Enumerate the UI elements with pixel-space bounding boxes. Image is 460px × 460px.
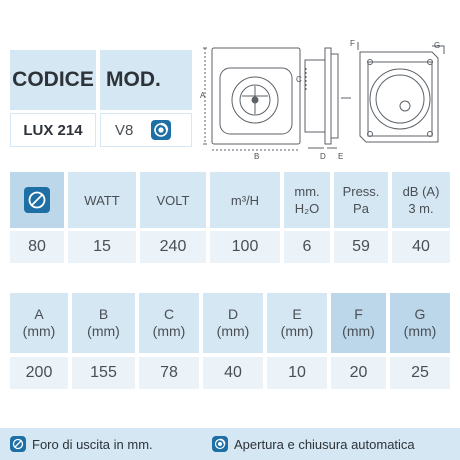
dim-value: 155 [90,364,117,381]
dim-value-e [267,357,327,389]
outlet-diameter-icon [24,187,50,213]
dim-value-g [390,357,450,389]
dim-header-label: B (mm) [87,306,120,339]
specs-header-watt [68,172,136,228]
dim-header-label: F (mm) [342,306,375,339]
dim-header-label: A (mm) [22,306,56,339]
specs-header-label: mm. H₂O [294,184,320,216]
model-header-cell [100,50,192,110]
dim-header-a [10,293,68,353]
specs-value: 59 [352,238,370,255]
dim-header-f [331,293,386,353]
dim-value: 25 [411,364,429,381]
specs-value: 80 [28,238,46,255]
dim-label-e: E [338,152,344,160]
dim-header-label: C (mm) [152,306,186,339]
specs-value: 100 [231,238,259,255]
specs-value-outlet [10,231,64,263]
dim-value-a [10,357,68,389]
code-header-cell [10,50,96,110]
dim-label-c: C [296,75,302,84]
specs-header-label: dB (A) 3 m. [402,184,440,216]
dim-value: 40 [224,364,242,381]
dim-value-c [139,357,199,389]
specs-header-flow [210,172,280,228]
specs-value: 40 [412,238,430,255]
specs-value-pressure-pa [334,231,388,263]
specs-value-pressure-mm [284,231,330,263]
technical-drawing [200,40,452,160]
model-header: MOD. [106,68,161,91]
dim-header-label: E (mm) [280,306,314,339]
dim-header-label: D (mm) [216,306,250,339]
model-value: V8 [115,121,134,139]
legend-bar [0,428,460,460]
specs-header-pressure-mm [284,172,330,228]
shutter-icon [212,436,228,452]
dim-value: 200 [25,364,53,381]
specs-header-volt [140,172,206,228]
legend-outlet-text: Foro di uscita in mm. [32,437,153,452]
specs-value: 15 [93,238,111,255]
dim-label-b: B [254,152,260,160]
specs-value: 240 [159,238,187,255]
specs-header-label: VOLT [156,192,190,208]
model-value-cell [100,113,192,147]
outlet-diameter-icon [10,436,26,452]
dim-value: 78 [160,364,178,381]
dim-value: 20 [349,364,368,381]
shutter-icon [151,120,171,140]
dim-header-label: G (mm) [403,306,437,339]
specs-value: 6 [302,238,312,255]
dim-value-b [72,357,135,389]
code-value-cell [10,113,96,147]
dim-label-d: D [320,152,326,160]
legend-shutter-text: Apertura e chiusura automatica [234,437,415,452]
dim-label-a: A [200,91,206,100]
specs-value-watt [68,231,136,263]
specs-header-noise [392,172,450,228]
dim-header-c [139,293,199,353]
code-header: CODICE [12,68,94,91]
dim-value-d [203,357,263,389]
specs-header-pressure-pa [334,172,388,228]
dim-header-e [267,293,327,353]
dim-value: 10 [288,364,306,381]
specs-header-label: m³/H [230,192,260,208]
dim-header-b [72,293,135,353]
specs-header-label: Press. Pa [342,184,380,216]
specs-icon-header [10,172,64,228]
specs-value-flow [210,231,280,263]
code-value: LUX 214 [23,121,83,139]
specs-value-noise [392,231,450,263]
dim-header-d [203,293,263,353]
specs-header-label: WATT [84,192,120,208]
dim-label-g: G [434,41,441,50]
dim-label-f: F [350,40,355,48]
specs-value-volt [140,231,206,263]
dim-value-f [331,357,386,389]
dim-header-g [390,293,450,353]
